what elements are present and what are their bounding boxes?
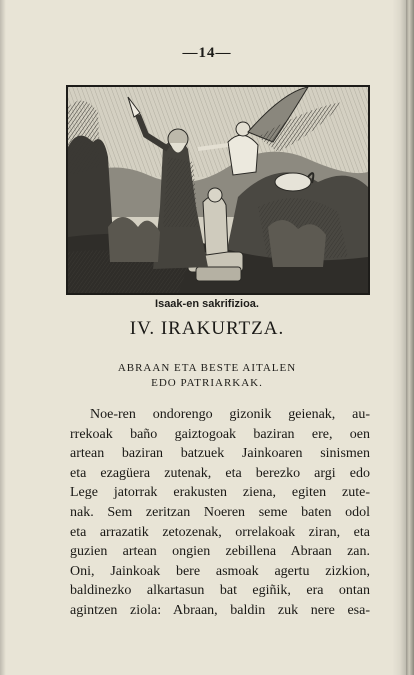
text-line: guzien artean ongien zebillena Abraan zan.: [70, 544, 370, 560]
text-line: eta ezagüera zutenak, eta berezko argi edo: [70, 465, 370, 481]
lesson-title: IV. IRAKURTZA.: [129, 318, 285, 339]
text-line: eta arrazatik zetozenak, orrelakoak ziran, eta: [70, 524, 370, 540]
body-paragraph: [70, 405, 370, 621]
text-line: baldinezko alkartasun bat egiñik, era ontan: [70, 583, 370, 599]
engraving-illustration: [66, 85, 370, 295]
text-line: artean baziran batzuek Jainkoaren sinismen: [70, 446, 370, 462]
text-line: Oni, Jainkoak bere asmoak agertu zizkion,: [70, 563, 370, 579]
text-line: agintzen ziola: Abraan, baldin zuk nere esa-: [70, 602, 370, 618]
text-line: nak. Sem zeritzan Noeren seme baten odol: [70, 504, 370, 520]
page-number: —14—: [182, 45, 232, 61]
subtitle-line-1: ABRAAN ETA BESTE AITALEN: [117, 362, 297, 374]
illustration-caption: Isaak-en sakrifizioa.: [155, 298, 259, 310]
text-line: Noe-ren ondorengo gizonik geienak, au-: [90, 407, 370, 422]
text-line: Lege jatorrak erakusten ziena, egiten zute-: [70, 485, 370, 501]
sacrifice-engraving: [68, 87, 368, 293]
subtitle-line-2: EDO PATRIARKAK.: [151, 377, 263, 389]
page-edge: [406, 0, 414, 675]
text-line: rrekoak baño gaiztogoak baziran ere, oen: [70, 426, 370, 442]
